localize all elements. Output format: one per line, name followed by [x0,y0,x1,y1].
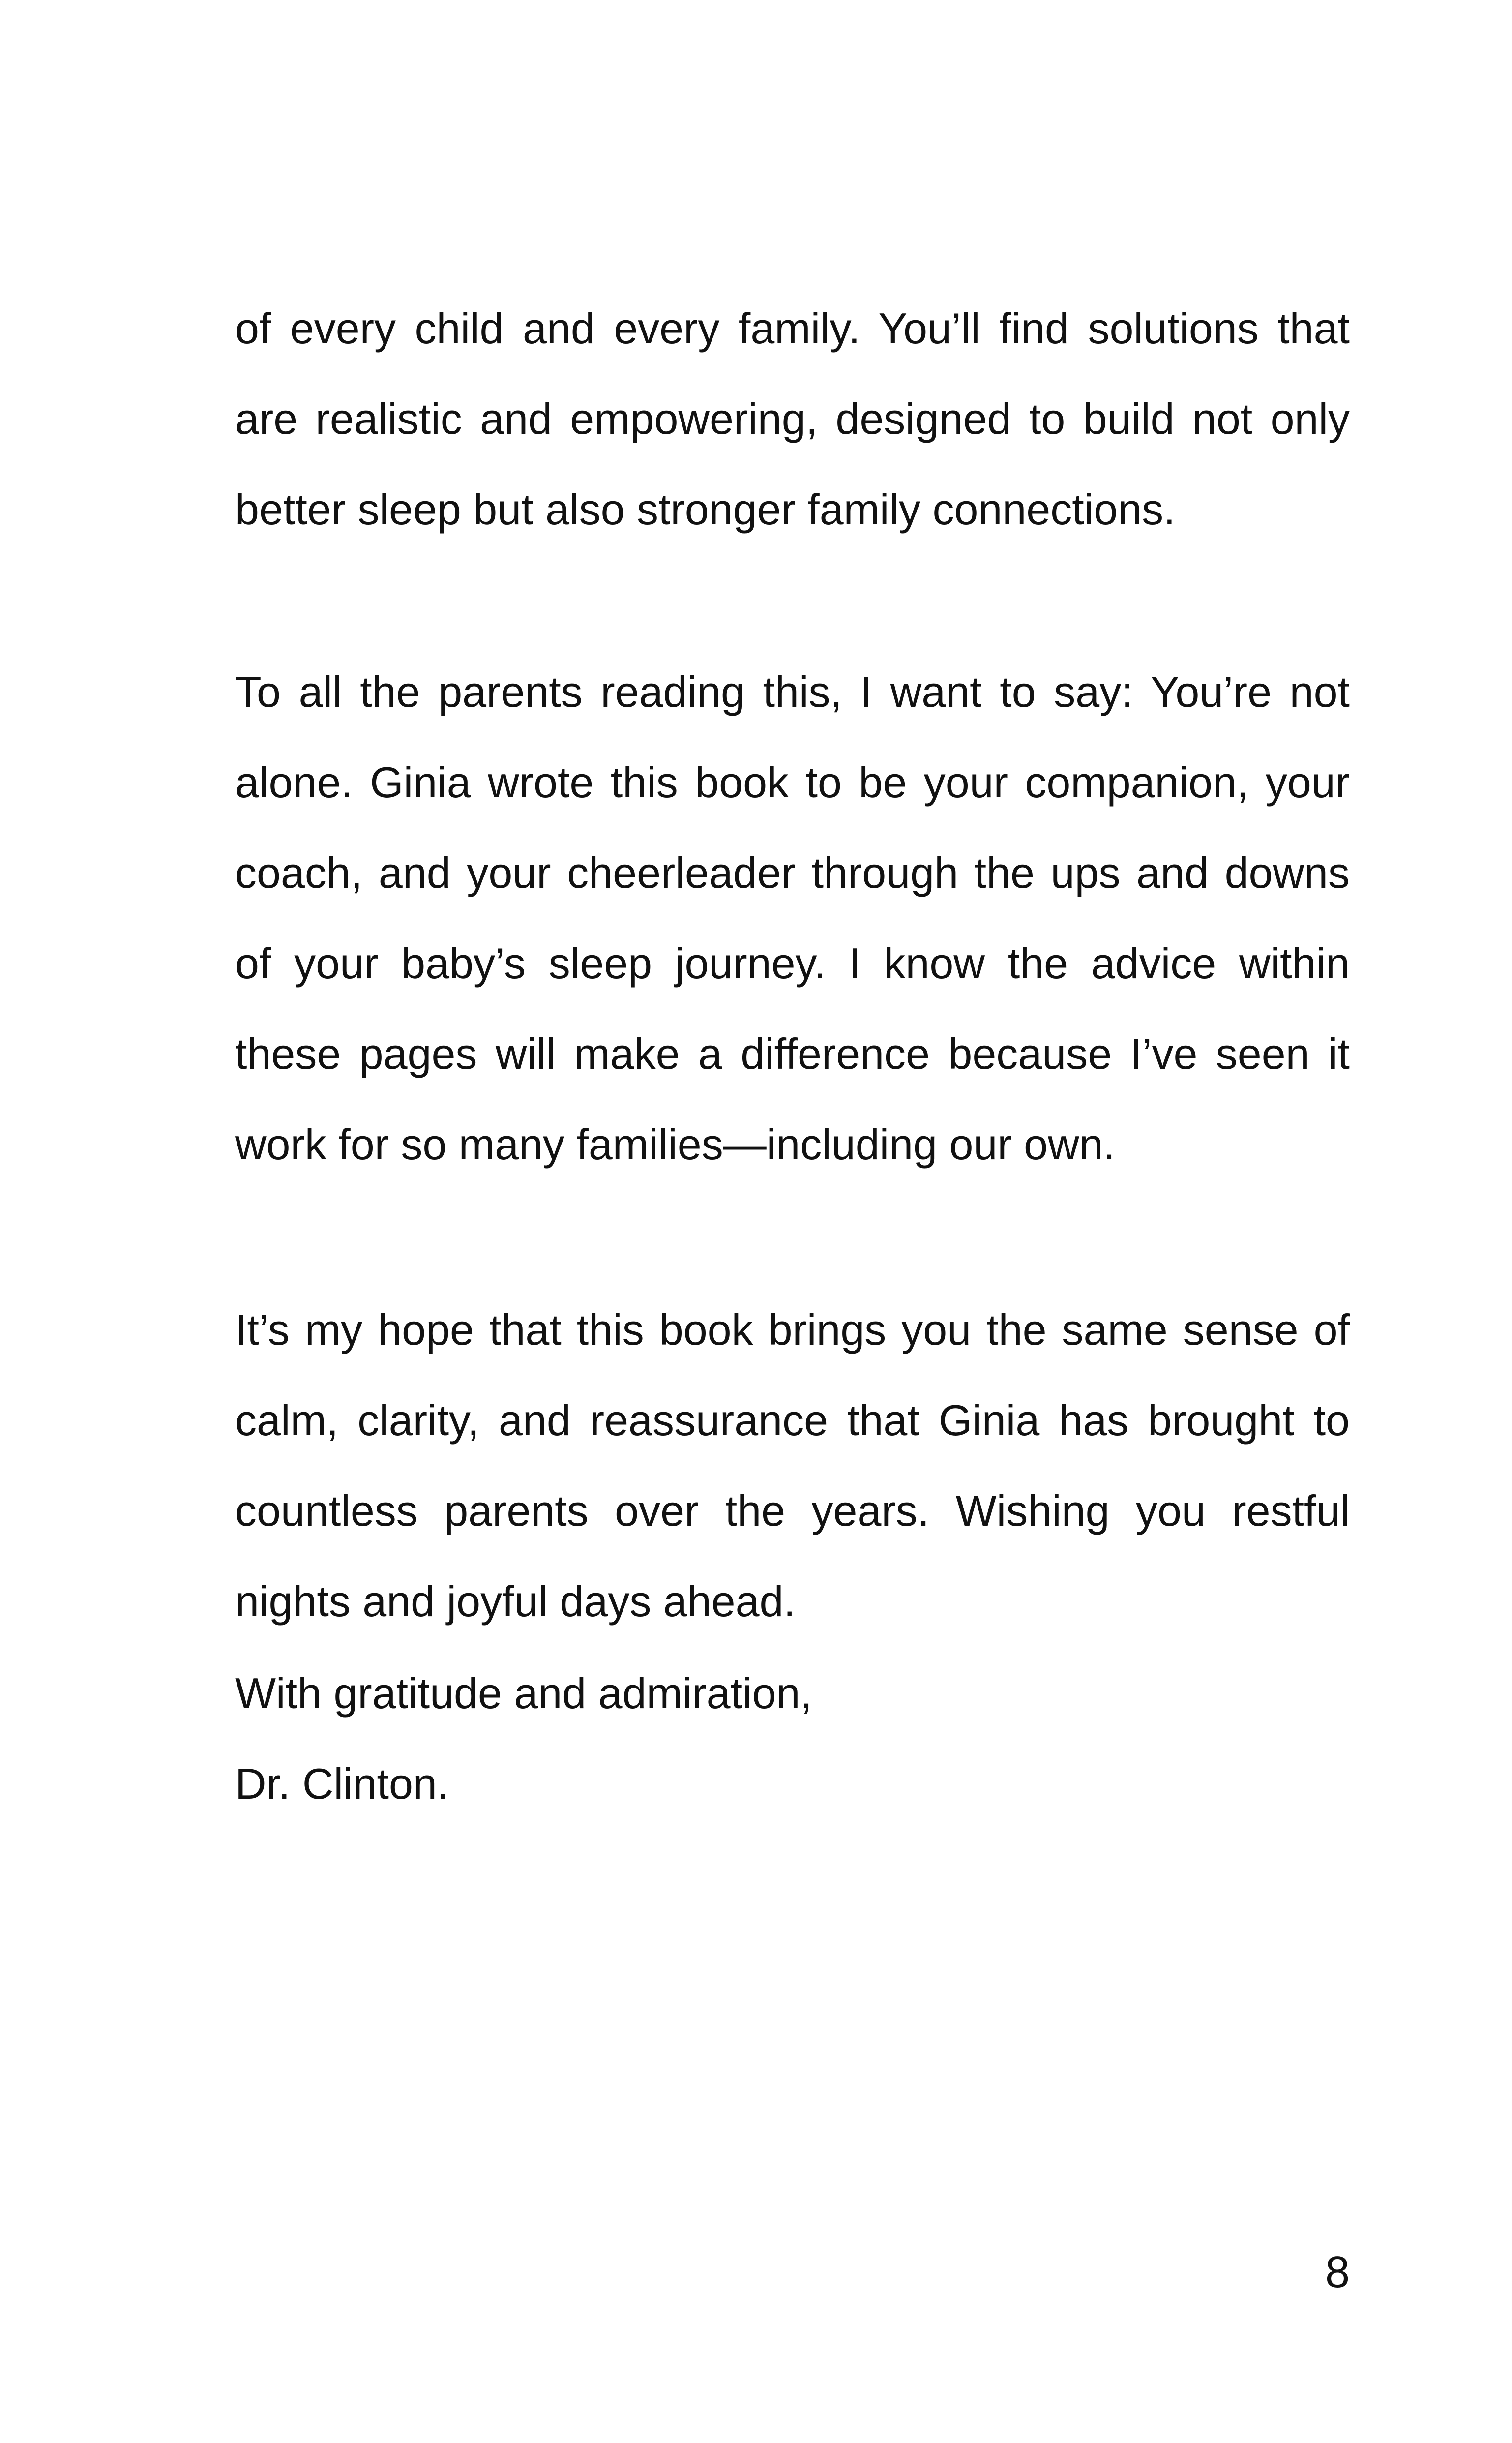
closing-line: With gratitude and admiration, [235,1669,812,1718]
paragraph-hope: It’s my hope that this book brings you the same sense of calm, clarity, and reassurance that Ginia has brought to countless parents over the years. Wishing you restful nights and joyful days ahead. [235,1305,1350,1626]
paragraph-solutions: of every child and every family. You’ll find solutions that are realistic and empowering, designed to build not only better sleep but also stronger family connections. [235,304,1350,534]
page-number: 8 [1325,2248,1350,2297]
closing-block [235,1648,1350,1829]
paragraph-parents: To all the parents reading this, I want to say: You’re not alone. Ginia wrote this book to be your companion, your coach, and your cheerleader through the ups and downs of your baby’s sleep journey. I know the advice within these pages will make a difference because I’ve seen it work for so many families—including our own. [235,667,1350,1169]
signature: Dr. Clinton. [235,1759,449,1808]
